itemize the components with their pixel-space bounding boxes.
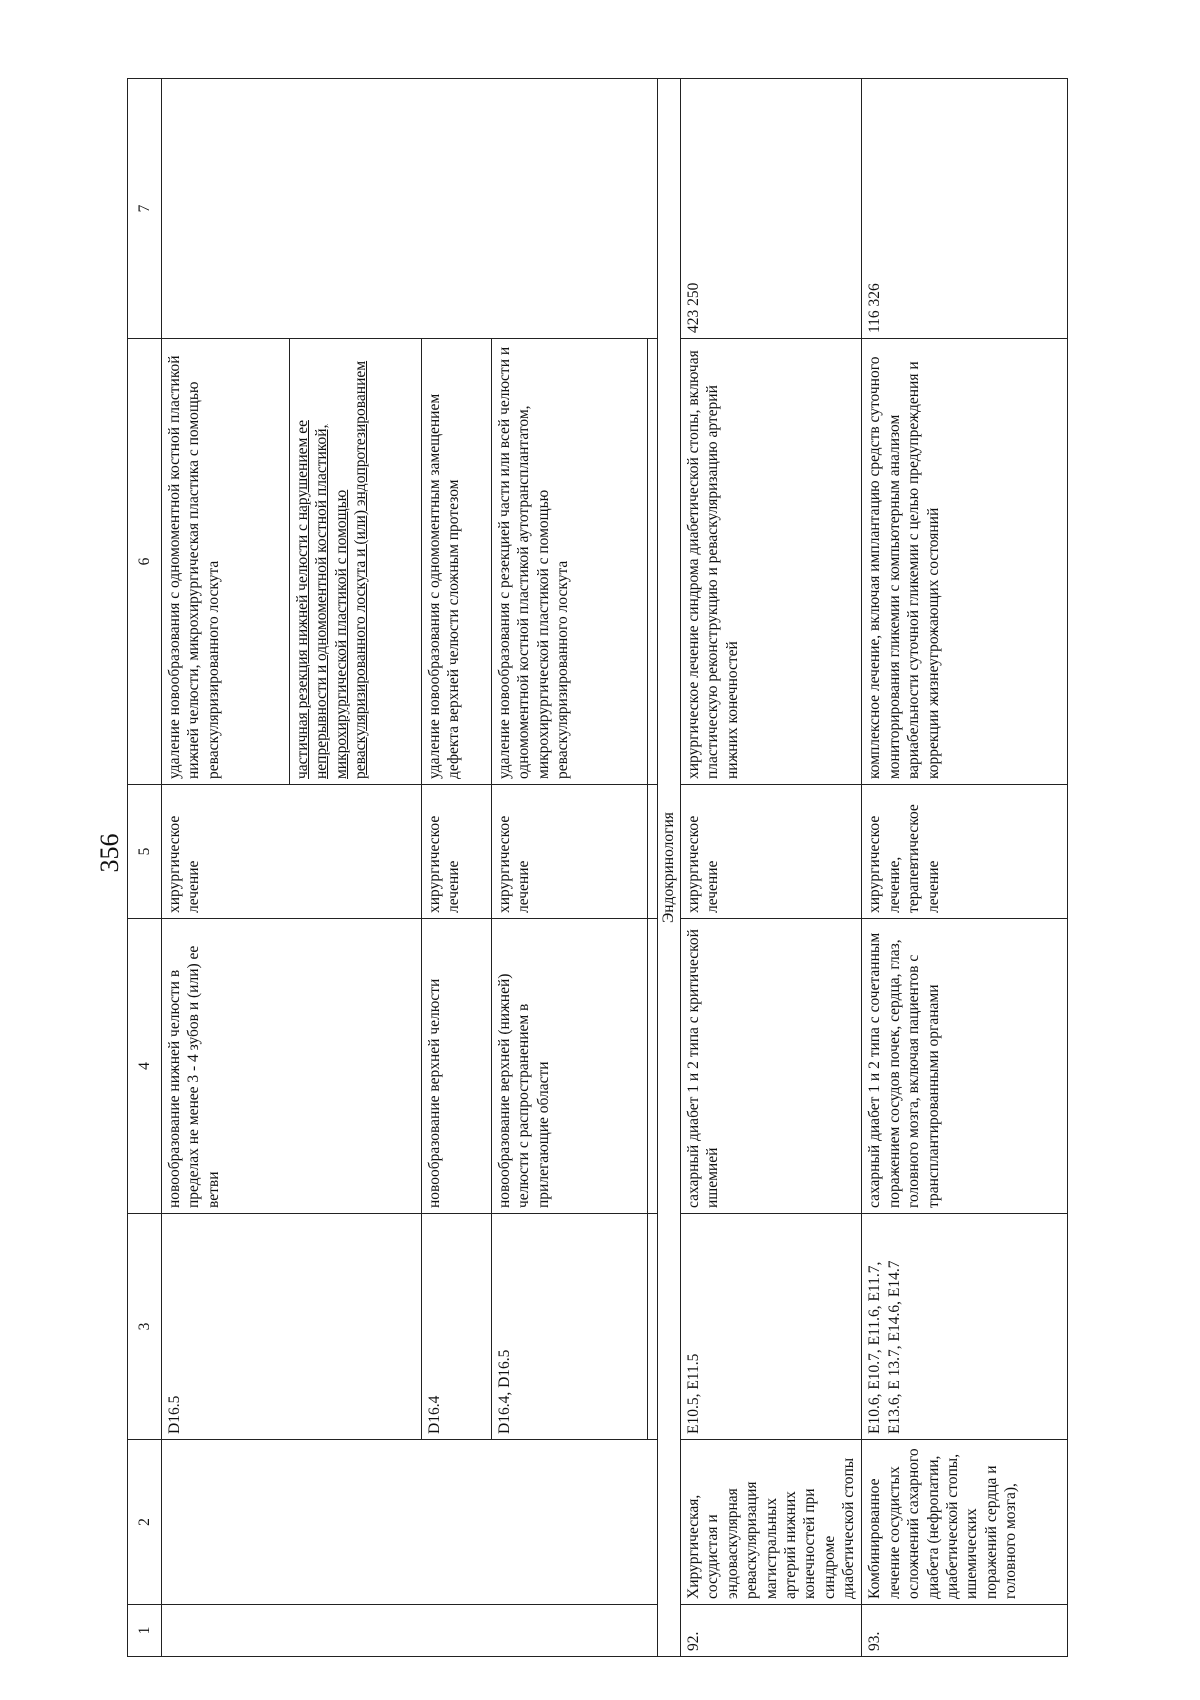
cell-disease-model: сахарный диабет 1 и 2 типа с сочетанным поражением сосудов почек, сердца, глаз, головного мозга, включая пациентов с трансплантированными органами [862, 919, 1068, 1214]
cell-treatment-type: хирургическое лечение [681, 785, 862, 919]
cell-c2-empty [162, 1440, 658, 1605]
cell-treatment-method: удаление новообразования с одномоментной костной пластикой нижней челюсти, микрохирургическая пластика с помощью реваскуляризированного лоскута [162, 339, 290, 785]
cell-treatment-type: хирургическое лечение [492, 785, 648, 919]
cell-cost-empty [162, 79, 658, 339]
cell-treatment-type: хирургическое лечение, терапевтическое лечение [862, 785, 1068, 919]
col-header-5: 5 [128, 785, 162, 919]
cell-diagnosis-code: D16.5 [162, 1214, 422, 1440]
col-header-7: 7 [128, 79, 162, 339]
rotated-table-container [127, 79, 1068, 1657]
cell-disease-model: сахарный диабет 1 и 2 типа с критической ишемией [681, 919, 862, 1214]
cell-empty [648, 1214, 658, 1440]
cell-service-name: Комбинированное лечение сосудистых осложнений сахарного диабета (нефропатии, диабетической стопы, ишемических поражений сердца и головного мозга), [862, 1440, 1068, 1605]
cell-cost: 116 326 [862, 79, 1068, 339]
cell-c1-empty [162, 1605, 658, 1657]
col-header-1: 1 [128, 1605, 162, 1657]
section-header-row [658, 79, 681, 1657]
cell-disease-model: новообразование верхней челюсти [422, 919, 492, 1214]
col-header-2: 2 [128, 1440, 162, 1605]
col-header-6: 6 [128, 339, 162, 785]
cell-treatment-type: хирургическое лечение [162, 785, 422, 919]
cell-disease-model: новообразование верхней (нижней) челюсти с распространением в прилегающие области [492, 919, 648, 1214]
cell-diagnosis-code: D16.4, D16.5 [492, 1214, 648, 1440]
cell-row-number: 93. [862, 1605, 1068, 1657]
col-header-3: 3 [128, 1214, 162, 1440]
cell-diagnosis-code: E10.5, E11.5 [681, 1214, 862, 1440]
cell-treatment-method: хирургическое лечение синдрома диабетической стопы, включая пластическую реконструкцию и реваскуляризацию артерий нижних конечностей [681, 339, 862, 785]
cell-empty [648, 919, 658, 1214]
cell-cost: 423 250 [681, 79, 862, 339]
cell-empty [648, 339, 658, 785]
cell-service-name: Хирургическая, сосудистая и эндоваскулярная реваскуляризация магистральных артерий нижних конечностей при синдроме диабетической стопы [681, 1440, 862, 1605]
medical-services-table [127, 78, 1068, 1657]
cell-empty [648, 785, 658, 919]
page-number: 356 [95, 833, 124, 873]
table-row-93 [862, 79, 1068, 1657]
cell-treatment-type: хирургическое лечение [422, 785, 492, 919]
cell-treatment-method: удаление новообразования с резекцией части или всей челюсти и одномоментной костной пластикой аутотрансплантатом, микрохирургической пластикой с помощью реваскуляризированного лоскута [492, 339, 648, 785]
cell-diagnosis-code: D16.4 [422, 1214, 492, 1440]
cell-diagnosis-code: E10.6, E10.7, E11.6, E11.7, E13.6, E 13.7, E14.6, E14.7 [862, 1214, 1068, 1440]
treatment-method-text: частичная резекция нижней челюсти с нарушением ее непрерывности и одномоментной костной пластикой, микрохирургической пластикой с помощью реваскуляризированного лоскута и (или) эндопротезированием [294, 360, 370, 779]
cell-treatment-method [290, 339, 422, 785]
cell-treatment-method: удаление новообразования с одномоментным замещением дефекта верхней челюсти сложным протезом [422, 339, 492, 785]
column-number-row [128, 79, 162, 1657]
col-header-4: 4 [128, 919, 162, 1214]
table-row-92 [681, 79, 862, 1657]
section-title: Эндокринология [658, 79, 681, 1657]
cell-disease-model: новообразование нижней челюсти в пределах не менее 3 - 4 зубов и (или) ее ветви [162, 919, 422, 1214]
cell-treatment-method: комплексное лечение, включая имплантацию средств суточного мониторирования гликемии с компьютерным анализом вариабельности суточной гликемии с целью предупреждения и коррекции жизнеугрожающих состояний [862, 339, 1068, 785]
cell-row-number: 92. [681, 1605, 862, 1657]
table-row [162, 79, 290, 1657]
